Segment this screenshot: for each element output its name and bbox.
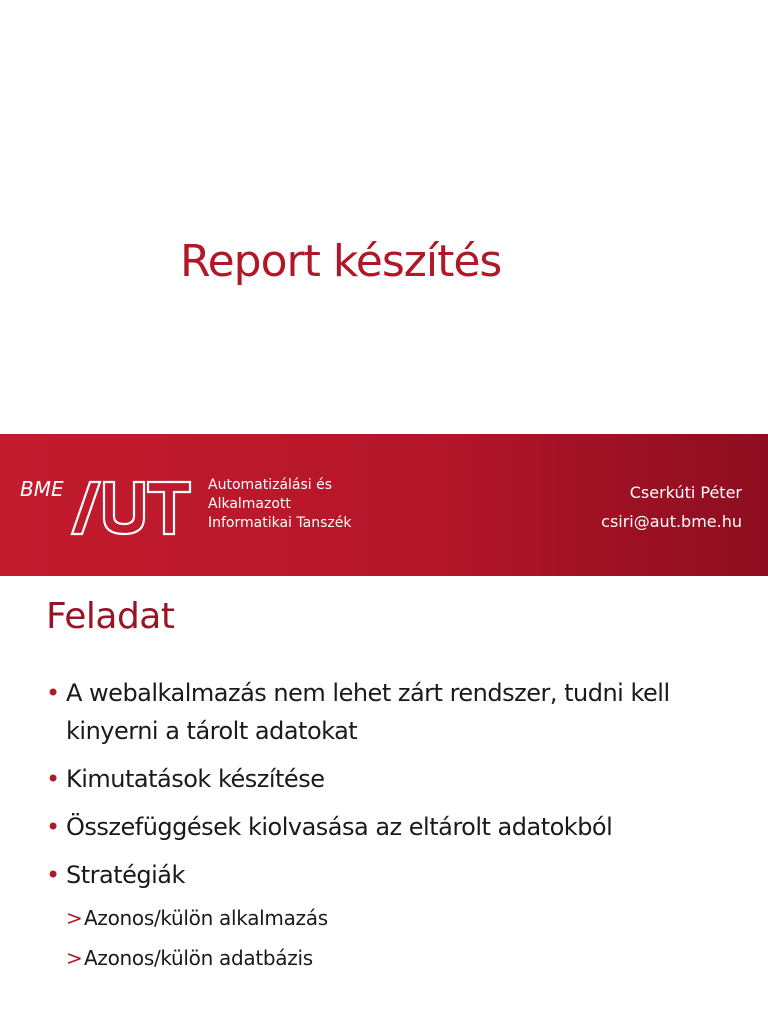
bullet-list [46,674,746,988]
bme-aut-logo [20,474,192,536]
sub-bullet-item: > Azonos/külön alkalmazás [66,898,746,938]
author-email: csiri@aut.bme.hu [601,512,742,531]
bullet-item: • A webalkalmazás nem lehet zárt rendszer, tudni kell kinyerni a tárolt adatokat [46,674,746,750]
section-heading: Feladat [46,596,175,637]
department-banner [0,434,768,576]
bullet-item-strategies [46,856,746,978]
department-line-3: Informatikai Tanszék [208,515,352,531]
bullet-item-label: Stratégiák [66,861,185,889]
department-line-1: Automatizálási és [208,477,333,493]
bullet-item: • Összefüggések kiolvasása az eltárolt adatokból [46,808,746,846]
bullet-item: • Kimutatások készítése [46,760,746,798]
author-contact [601,478,742,536]
department-name [208,476,351,533]
sub-bullet-item: > Azonos/külön adatbázis [66,938,746,978]
department-line-2: Alkalmazott [208,496,291,512]
author-name: Cserkúti Péter [629,483,742,502]
svg-text:BME: BME [20,477,64,501]
slide-title: Report készítés [180,236,502,287]
sub-bullet-list [66,898,746,978]
